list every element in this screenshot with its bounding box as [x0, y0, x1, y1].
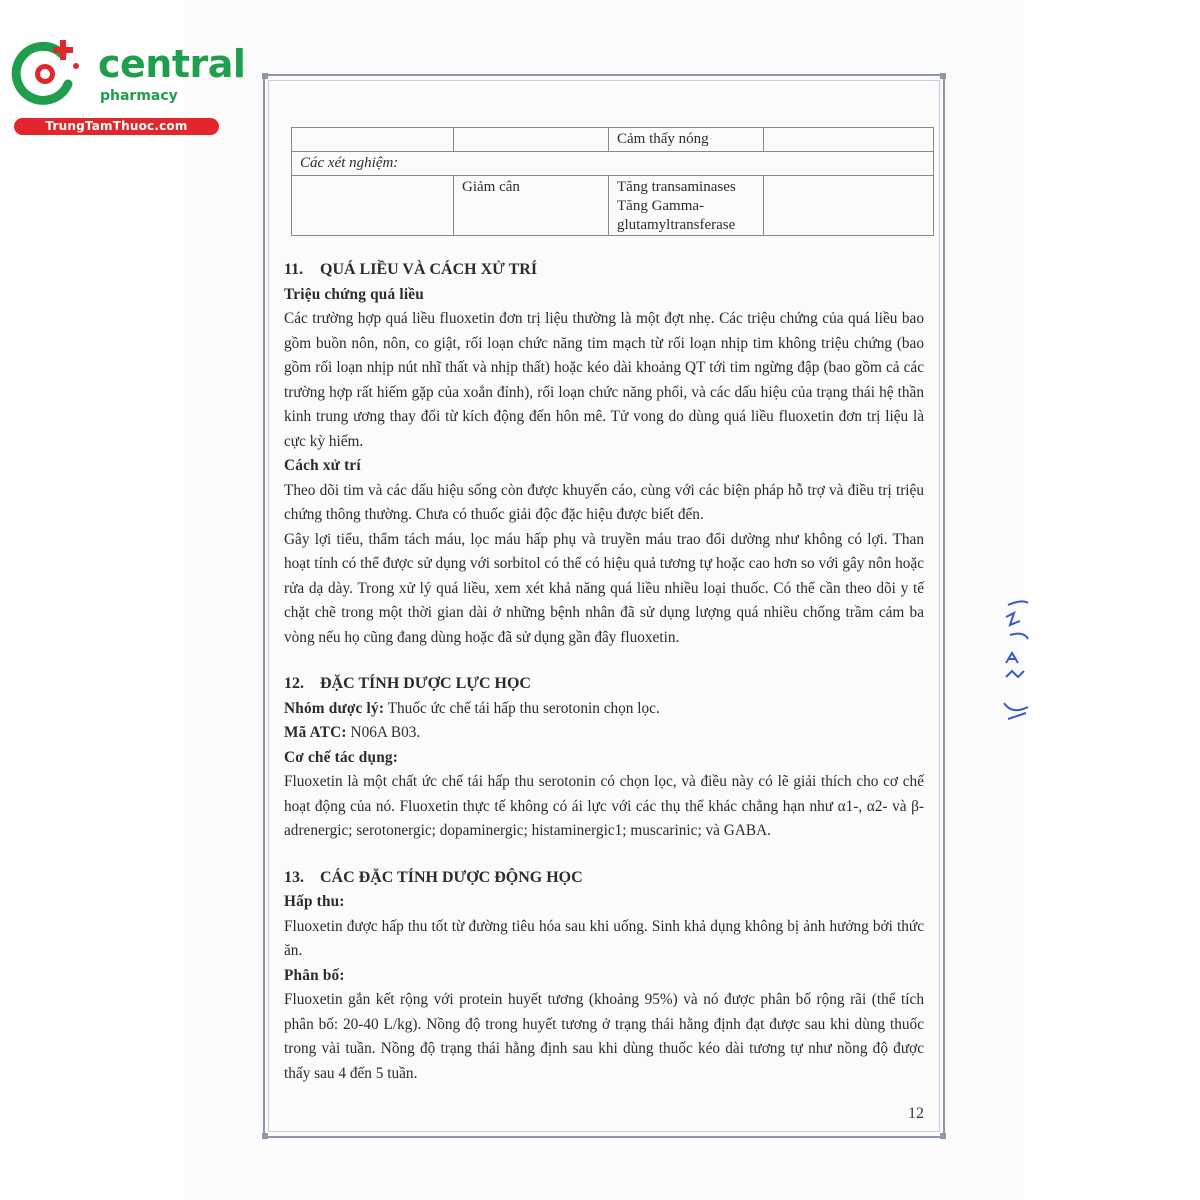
- section-number: 12.: [284, 675, 304, 692]
- table-cell: [454, 128, 609, 152]
- table-cell: [764, 176, 934, 236]
- paragraph: Theo dõi tim và các dấu hiệu sống còn được khuyến cáo, cùng với các biện pháp hỗ trợ và điều trị triệu chứng thông thường. Chưa có thuốc giải độc đặc hiệu được biết đến.: [284, 481, 924, 523]
- stamp-fragment-icon: [1000, 595, 1030, 735]
- subheading: Triệu chứng quá liều: [284, 285, 424, 303]
- paragraph: Các trường hợp quá liều fluoxetin đơn trị liệu thường là một đợt nhẹ. Các triệu chứng của quá liều bao gồm buồn nôn, nôn, co giật, rối loạn chức năng tim mạch từ rối loạn nhịp tim không triệu chứng (bao gồm rối loạn nhịp nút nhĩ thất và nhịp thất) hoặc kéo dài khoảng QT tới tim ngừng đập (bao gồm cả các trường hợp rất hiếm gặp của xoắn đỉnh), rối loạn chức năng phổi, và các dấu hiệu của trạng thái hệ thần kinh trung ương thay đổi từ kích động đến hôn mê. Tử vong do dùng quá liều fluoxetin đơn trị liệu là cực kỳ hiếm.: [284, 310, 924, 450]
- subheading: Hấp thu:: [284, 893, 345, 910]
- table-cell: Giảm cân: [454, 176, 609, 236]
- frame-corner: [262, 73, 268, 79]
- table-row: [292, 128, 934, 152]
- side-effects-table: [291, 127, 934, 236]
- frame-corner: [940, 73, 946, 79]
- table-cell: Tăng transaminases Tăng Gamma- glutamyltransferase: [609, 176, 764, 236]
- spacer: [284, 844, 924, 866]
- paragraph: Fluoxetin được hấp thu tốt từ đường tiêu hóa sau khi uống. Sinh khả dụng không bị ảnh hưởng bởi thức ăn.: [284, 917, 924, 959]
- paragraph: Fluoxetin là một chất ức chế tái hấp thu serotonin có chọn lọc, và điều này có lẽ giải thích cho cơ chế hoạt động của nó. Fluoxetin thực tế không có ái lực với các thụ thể khác chẳng hạn như α1-, α2- và β-adrenergic; serotonergic; dopaminergic; histaminergic1; muscarinic; và GABA.: [284, 773, 924, 839]
- paragraph: Fluoxetin gắn kết rộng với protein huyết tương (khoảng 95%) và nó được phân bố rộng rãi (thể tích phân bố: 20-40 L/kg). Nồng độ trong huyết tương ở trạng thái hằng định đạt được sau khi dùng thuốc trong vài tuần. Nồng độ trạng thái hằng định sau khi dùng thuốc kéo dài tương tự như nồng độ được thấy sau 4 đến 5 tuần.: [284, 991, 924, 1082]
- pharmacologic-group: [284, 697, 924, 722]
- frame-corner: [262, 1133, 268, 1139]
- section-title: CÁC ĐẶC TÍNH DƯỢC ĐỘNG HỌC: [320, 868, 583, 886]
- subheading: Cơ chế tác dụng:: [284, 748, 399, 766]
- brand-logo[interactable]: [10, 38, 246, 138]
- section-title: ĐẶC TÍNH DƯỢC LỰC HỌC: [320, 675, 531, 692]
- section-title: QUÁ LIỀU VÀ CÁCH XỬ TRÍ: [320, 261, 538, 278]
- section-number: 13.: [284, 868, 304, 886]
- section-number: 11.: [284, 261, 304, 278]
- section-heading: [284, 866, 924, 891]
- field-label: Mã ATC:: [284, 724, 347, 741]
- table-row: [292, 152, 934, 176]
- section-heading: [284, 672, 924, 697]
- field-value: N06A B03.: [346, 724, 421, 741]
- document-body: [284, 258, 924, 1086]
- atc-code: [284, 721, 924, 746]
- table-cell: [764, 128, 934, 152]
- table-cell: [292, 128, 454, 152]
- section-heading: [284, 258, 924, 283]
- frame-corner: [940, 1133, 946, 1139]
- brand-subtitle: pharmacy: [100, 88, 178, 104]
- subheading: Phân bố:: [284, 966, 345, 984]
- table-section-label: Các xét nghiệm:: [292, 152, 934, 176]
- subheading: Cách xử trí: [284, 457, 361, 474]
- table-row: [292, 176, 934, 236]
- field-value: Thuốc ức chế tái hấp thu serotonin chọn lọc.: [384, 699, 660, 717]
- spacer: [284, 650, 924, 672]
- page-number: 12: [908, 1105, 924, 1122]
- field-label: Nhóm dược lý:: [284, 699, 385, 717]
- table-cell: Cảm thấy nóng: [609, 128, 764, 152]
- brand-website[interactable]: TrungTamThuoc.com: [14, 118, 219, 135]
- table-cell: [292, 176, 454, 236]
- central-pharmacy-logo-icon: [10, 38, 80, 108]
- brand-name: central: [98, 42, 246, 86]
- paragraph: Gây lợi tiểu, thẩm tách máu, lọc máu hấp phụ và truyền máu trao đổi dường như không có lợi. Than hoạt tính có thể được sử dụng với sorbitol có thể có hiệu quả tương tự hoặc cao hơn so với gây nôn hoặc rửa dạ dày. Trong xử lý quá liều, xem xét khả năng quá liều nhiều loại thuốc. Có thể cần theo dõi y tế chặt chẽ trong một thời gian dài ở những bệnh nhân đã sử dụng lượng quá nhiều chống trầm cảm ba vòng nếu họ cũng đang dùng hoặc đã sử dụng gần đây fluoxetin.: [284, 530, 924, 646]
